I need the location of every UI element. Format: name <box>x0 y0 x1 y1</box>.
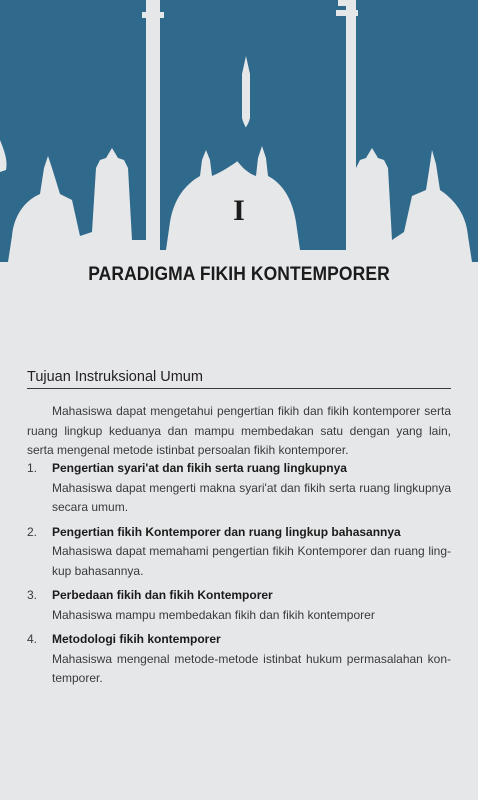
objective-title: Perbedaan fikih dan fikih Kontemporer <box>52 588 273 602</box>
objective-description: Mahasiswa dapat memahami pengertian fikih Kontemporer dan ruang ling-kup bahasannya. <box>52 544 451 578</box>
objective-number: 3. <box>27 588 38 602</box>
objective-title: Metodologi fikih kontemporer <box>52 632 221 646</box>
objective-title: Pengertian syari'at dan fikih serta ruang lingkupnya <box>52 461 347 475</box>
objective-body <box>52 523 451 582</box>
objective-item <box>27 630 451 689</box>
chapter-title: PARADIGMA FIKIH KONTEMPORER <box>88 264 390 285</box>
objective-body <box>52 459 451 518</box>
objective-number: 2. <box>27 524 38 539</box>
objective-item <box>27 523 451 582</box>
objective-item <box>27 586 451 625</box>
section-heading: Tujuan Instruksional Umum <box>27 369 451 389</box>
objective-title: Pengertian fikih Kontemporer dan ruang lingkup bahasannya <box>52 524 401 539</box>
objective-item <box>27 459 451 518</box>
chapter-number: I <box>233 194 245 227</box>
mosque-silhouette-icon <box>0 0 478 300</box>
objective-number: 1. <box>27 461 38 475</box>
objective-body <box>52 630 451 689</box>
objective-body <box>52 586 451 625</box>
objectives-list <box>27 459 451 694</box>
objective-description: Mahasiswa mengenal metode-metode istinbat hukum permasalahan kon-temporer. <box>52 651 451 685</box>
objective-description: Mahasiswa mampu membedakan fikih dan fikih kontemporer <box>52 607 375 622</box>
intro-paragraph: Mahasiswa dapat mengetahui pengertian fikih dan fikih kontemporer serta ruang lingkup keduanya dan mampu membedakan satu dengan yang lain, serta mengenal metode istinbat persoalan fikih kontemporer. <box>27 404 451 457</box>
objective-number: 4. <box>27 632 38 646</box>
objective-description: Mahasiswa dapat mengerti makna syari'at dan fikih serta ruang lingkupnya secara umum. <box>52 480 451 514</box>
